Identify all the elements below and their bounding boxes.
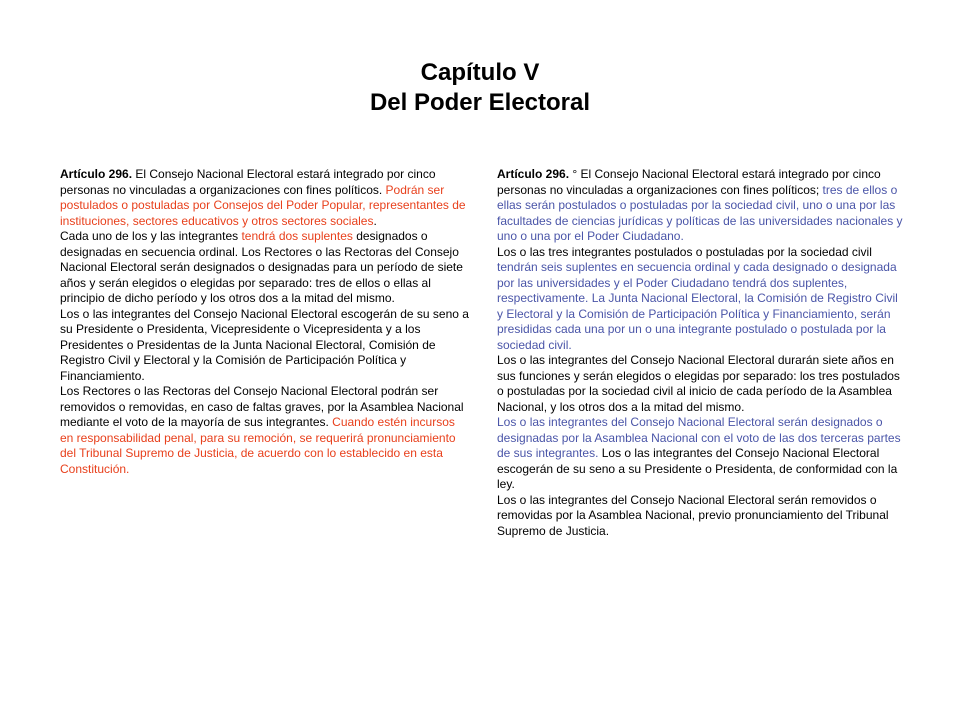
left-paragraph-2 (60, 229, 470, 307)
left-article-label: Artículo 296. (60, 167, 133, 181)
right-article-label: Artículo 296. (497, 167, 570, 181)
right-p1-highlight: tres de ellos o ellas serán postulados o postuladas por la sociedad civil, uno o una por las facultades de ciencias jurídicas y políticas de las universidades nacionales y uno o una por el Poder Ciudadano. (497, 182, 903, 243)
right-paragraph-2 (497, 245, 907, 354)
right-p2-highlight: tendrán seis suplentes en secuencia ordinal y cada designado o designada por las universidades y el Poder Ciudadano tendrá dos suplentes, respectivamente. La Junta Nacional Electoral, la Comisión de Registro Civil y Electoral y la Comisión de Participación Política y Financiamiento, serán presididas cada una por un o una integrante postulado o postulada por la sociedad civil. (497, 260, 898, 352)
chapter-title (0, 58, 960, 118)
left-p4-highlight: Cuando estén incursos en responsabilidad penal, para su remoción, se requerirá pronunciamiento del Tribunal Supremo de Justicia, de acuerdo con lo establecido en esta Constitución. (60, 415, 456, 476)
chapter-number: Capítulo V (420, 59, 540, 86)
right-paragraph-4 (497, 415, 907, 493)
left-p4-text: Los Rectores o las Rectoras del Consejo Nacional Electoral podrán ser removidos o removidas, en caso de faltas graves, por la Asamblea Nacional mediante el voto de la mayoría de sus integrantes. (60, 384, 464, 429)
chapter-heading: Del Poder Electoral (369, 89, 591, 116)
right-paragraph-3: Los o las integrantes del Consejo Nacional Electoral durarán siete años en sus funciones y serán elegidos o elegidas por separado: los tres postulados o postuladas por la sociedad civil al inicio de cada período de la Asamblea Nacional, y los otros dos a la mitad del mismo. (497, 353, 900, 414)
left-p2-text: Cada uno de los y las integrantes (60, 229, 242, 243)
left-paragraph-1 (60, 167, 470, 229)
right-p2-text: Los o las tres integrantes postulados o postuladas por la sociedad civil (497, 244, 872, 259)
left-column-article (60, 167, 470, 477)
right-paragraph-1 (497, 167, 907, 245)
left-p1-text: El Consejo Nacional Electoral estará integrado por cinco personas no vinculadas a organizaciones con fines políticos. (60, 167, 436, 197)
right-p4-text: Los o las integrantes del Consejo Nacional Electoral escogerán de su seno a su Presidente o Presidenta, de conformidad con la ley. (497, 446, 898, 491)
right-paragraph-5: Los o las integrantes del Consejo Nacional Electoral serán removidos o removidas por la Asamblea Nacional, previo pronunciamiento del Tribunal Supremo de Justicia. (497, 492, 889, 538)
left-paragraph-4 (60, 384, 470, 477)
left-paragraph-3: Los o las integrantes del Consejo Nacional Electoral escogerán de su seno a su Presidente o Presidenta, Vicepresidente o Vicepresidenta y a los Presidentes o Presidentas de la Junta Nacional Electoral, Comisión de Registro Civil y Electoral y la Comisión de Participación Política y Financiamiento. (60, 306, 469, 383)
left-p2-rest: designados o designadas en secuencia ordinal. Los Rectores o las Rectoras del Consejo Nacional Electoral serán designados o designadas para un período de siete años y serán elegidos o elegidas por separado: tres de ellos o ellas al principio de dicho período y los otros dos a la mitad del mismo. (60, 229, 463, 305)
right-p1-text: ° El Consejo Nacional Electoral estará integrado por cinco personas no vinculadas a organizaciones con fines políticos; (497, 167, 881, 197)
left-p2-highlight: tendrá dos suplentes (241, 229, 353, 243)
left-p1-highlight: Podrán ser postulados o postuladas por Consejos del Poder Popular, representantes de instituciones, sectores educativos y otros sectores sociales (60, 182, 466, 228)
right-p4-highlight: Los o las integrantes del Consejo Nacional Electoral serán designados o designadas por la Asamblea Nacional con el voto de las dos terceras partes de sus integrantes. (497, 415, 901, 460)
left-p1-end: . (373, 213, 377, 228)
right-column-article (497, 167, 907, 539)
